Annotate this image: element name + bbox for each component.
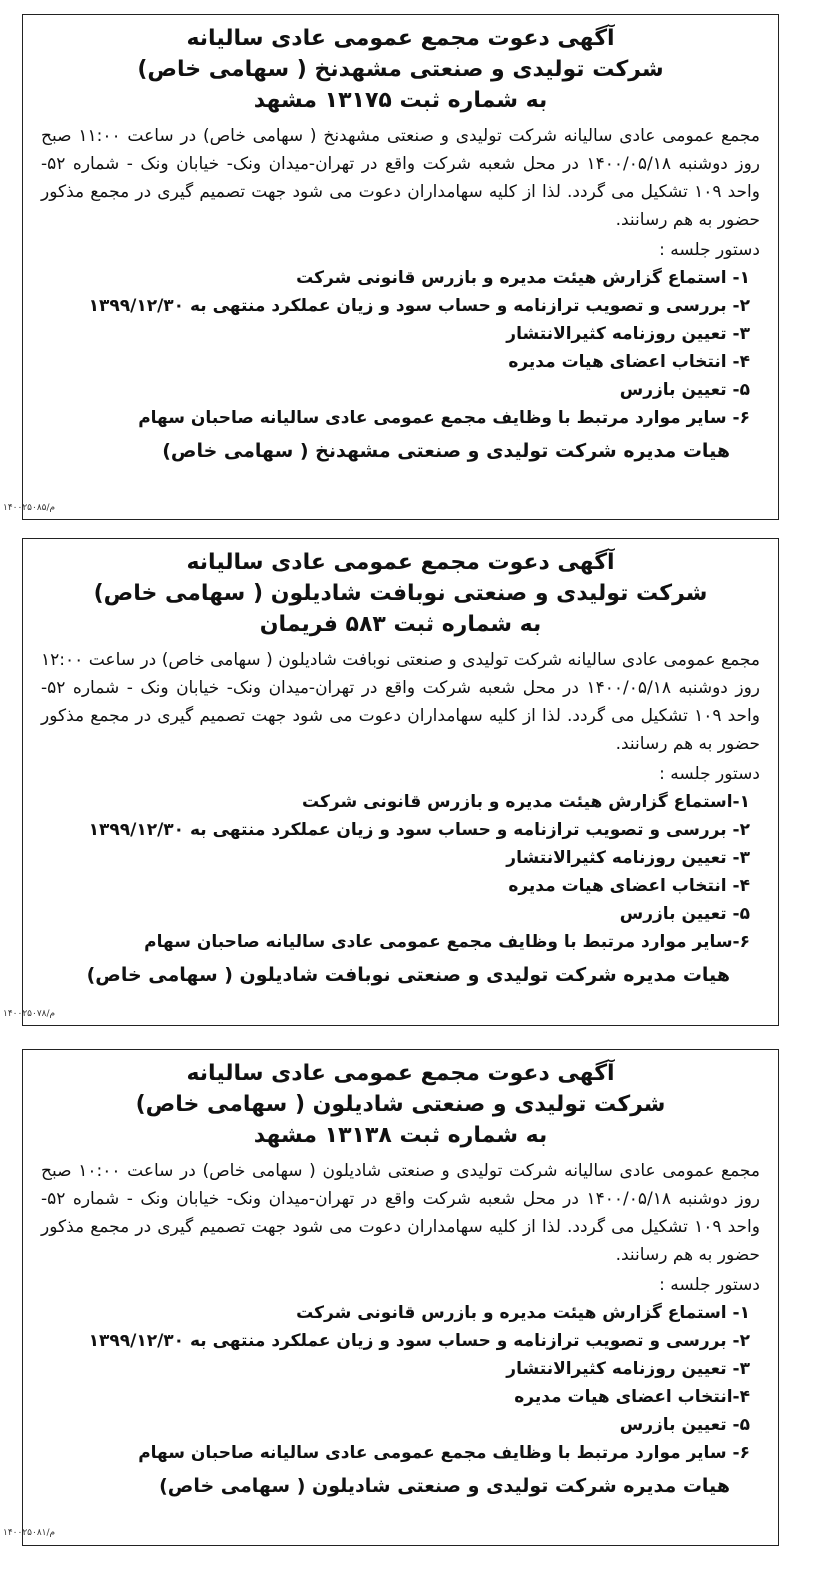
notice-body: مجمع عمومی عادی سالیانه شرکت تولیدی و صنعتی مشهدنخ ( سهامی خاص) در ساعت ۱۱:۰۰ صبح روز دوشنبه ۱۴۰۰/۰۵/۱۸ در محل شعبه شرکت واقع در تهران-میدان ونک- خیابان ونک - شماره ۵۲- واحد ۱۰۹ تشکیل می گردد. لذا از کلیه سهامداران دعوت می شود جهت تصمیم گیری در مجمع مذکور حضور به هم رسانند. [41,126,760,230]
agenda-item: ۵- تعیین بازرس [619,380,750,400]
agenda-item: ۴- انتخاب اعضای هیات مدیره [508,876,750,896]
agenda-item: ۶- سایر موارد مرتبط با وظایف مجمع عمومی عادی سالیانه صاحبان سهام [138,1443,750,1463]
agenda-item: ۴- انتخاب اعضای هیات مدیره [508,352,750,372]
notice-signature: هیات مدیره شرکت تولیدی و صنعتی نوبافت شادیلون ( سهامی خاص) [86,964,730,986]
notice-shadilon [3,1049,779,1546]
notice-company-name: شرکت تولیدی و صنعتی نوبافت شادیلون ( سهامی خاص) [93,581,708,606]
agenda-item: ۳- تعیین روزنامه کثیرالانتشار [506,1359,750,1379]
agenda-item: ۵- تعیین بازرس [619,904,750,924]
agenda-item: ۳- تعیین روزنامه کثیرالانتشار [506,324,750,344]
notice-code: م/۱۴۰۰۲۵۰۸۵ [3,503,56,513]
notice-title-line: آگهی دعوت مجمع عمومی عادی سالیانه [186,1061,615,1086]
notice-nobaft-shadilon [3,538,779,1026]
agenda-list [41,1299,760,1467]
notice-registration: به شماره ثبت ۱۳۱۳۸ مشهد [253,1123,548,1148]
agenda-item: ۶-سایر موارد مرتبط با وظایف مجمع عمومی عادی سالیانه صاحبان سهام [144,932,750,952]
agenda-list [41,788,760,956]
agenda-item: ۵- تعیین بازرس [619,1415,750,1435]
notice-signature: هیات مدیره شرکت تولیدی و صنعتی شادیلون ( سهامی خاص) [159,1475,730,1497]
agenda-item: ۱-استماع گزارش هیئت مدیره و بازرس قانونی شرکت [302,792,750,812]
notice-signature: هیات مدیره شرکت تولیدی و صنعتی مشهدنخ ( سهامی خاص) [162,440,730,462]
notice-title-line: آگهی دعوت مجمع عمومی عادی سالیانه [186,550,615,575]
agenda-item: ۲- بررسی و تصویب ترازنامه و حساب سود و زیان عملکرد منتهی به ۱۳۹۹/۱۲/۳۰ [88,820,750,840]
notice-body: مجمع عمومی عادی سالیانه شرکت تولیدی و صنعتی شادیلون ( سهامی خاص) در ساعت ۱۰:۰۰ صبح روز دوشنبه ۱۴۰۰/۰۵/۱۸ در محل شعبه شرکت واقع در تهران-میدان ونک- خیابان ونک - شماره ۵۲- واحد ۱۰۹ تشکیل می گردد. لذا از کلیه سهامداران دعوت می شود جهت تصمیم گیری در مجمع مذکور حضور به هم رسانند. [41,1161,760,1265]
notice-mashhadnakh [3,14,779,520]
agenda-item: ۱- استماع گزارش هیئت مدیره و بازرس قانونی شرکت [296,1303,750,1323]
agenda-heading: دستور جلسه : [659,1275,760,1295]
notice-code: م/۱۴۰۰۲۵۰۸۱ [3,1528,56,1538]
notice-code: م/۱۴۰۰۲۵۰۷۸ [3,1009,56,1019]
notice-title-line: آگهی دعوت مجمع عمومی عادی سالیانه [186,26,615,51]
agenda-list [41,264,760,432]
notice-body: مجمع عمومی عادی سالیانه شرکت تولیدی و صنعتی نوبافت شادیلون ( سهامی خاص) در ساعت ۱۲:۰۰ روز دوشنبه ۱۴۰۰/۰۵/۱۸ در محل شعبه شرکت واقع در تهران-میدان ونک- خیابان ونک - شماره ۵۲- واحد ۱۰۹ تشکیل می گردد. لذا از کلیه سهامداران دعوت می شود جهت تصمیم گیری در مجمع مذکور حضور به هم رسانند. [41,650,760,754]
agenda-item: ۲- بررسی و تصویب ترازنامه و حساب سود و زیان عملکرد منتهی به ۱۳۹۹/۱۲/۳۰ [88,296,750,316]
agenda-item: ۳- تعیین روزنامه کثیرالانتشار [506,848,750,868]
notice-registration: به شماره ثبت ۵۸۳ فریمان [259,612,542,637]
agenda-heading: دستور جلسه : [659,240,760,260]
agenda-item: ۶- سایر موارد مرتبط با وظایف مجمع عمومی عادی سالیانه صاحبان سهام [138,408,750,428]
agenda-item: ۲- بررسی و تصویب ترازنامه و حساب سود و زیان عملکرد منتهی به ۱۳۹۹/۱۲/۳۰ [88,1331,750,1351]
agenda-heading: دستور جلسه : [659,764,760,784]
notice-registration: به شماره ثبت ۱۳۱۷۵ مشهد [253,88,548,113]
notice-company-name: شرکت تولیدی و صنعتی مشهدنخ ( سهامی خاص) [137,57,664,82]
notice-company-name: شرکت تولیدی و صنعتی شادیلون ( سهامی خاص) [135,1092,666,1117]
agenda-item: ۴-انتخاب اعضای هیات مدیره [514,1387,750,1407]
agenda-item: ۱- استماع گزارش هیئت مدیره و بازرس قانونی شرکت [296,268,750,288]
